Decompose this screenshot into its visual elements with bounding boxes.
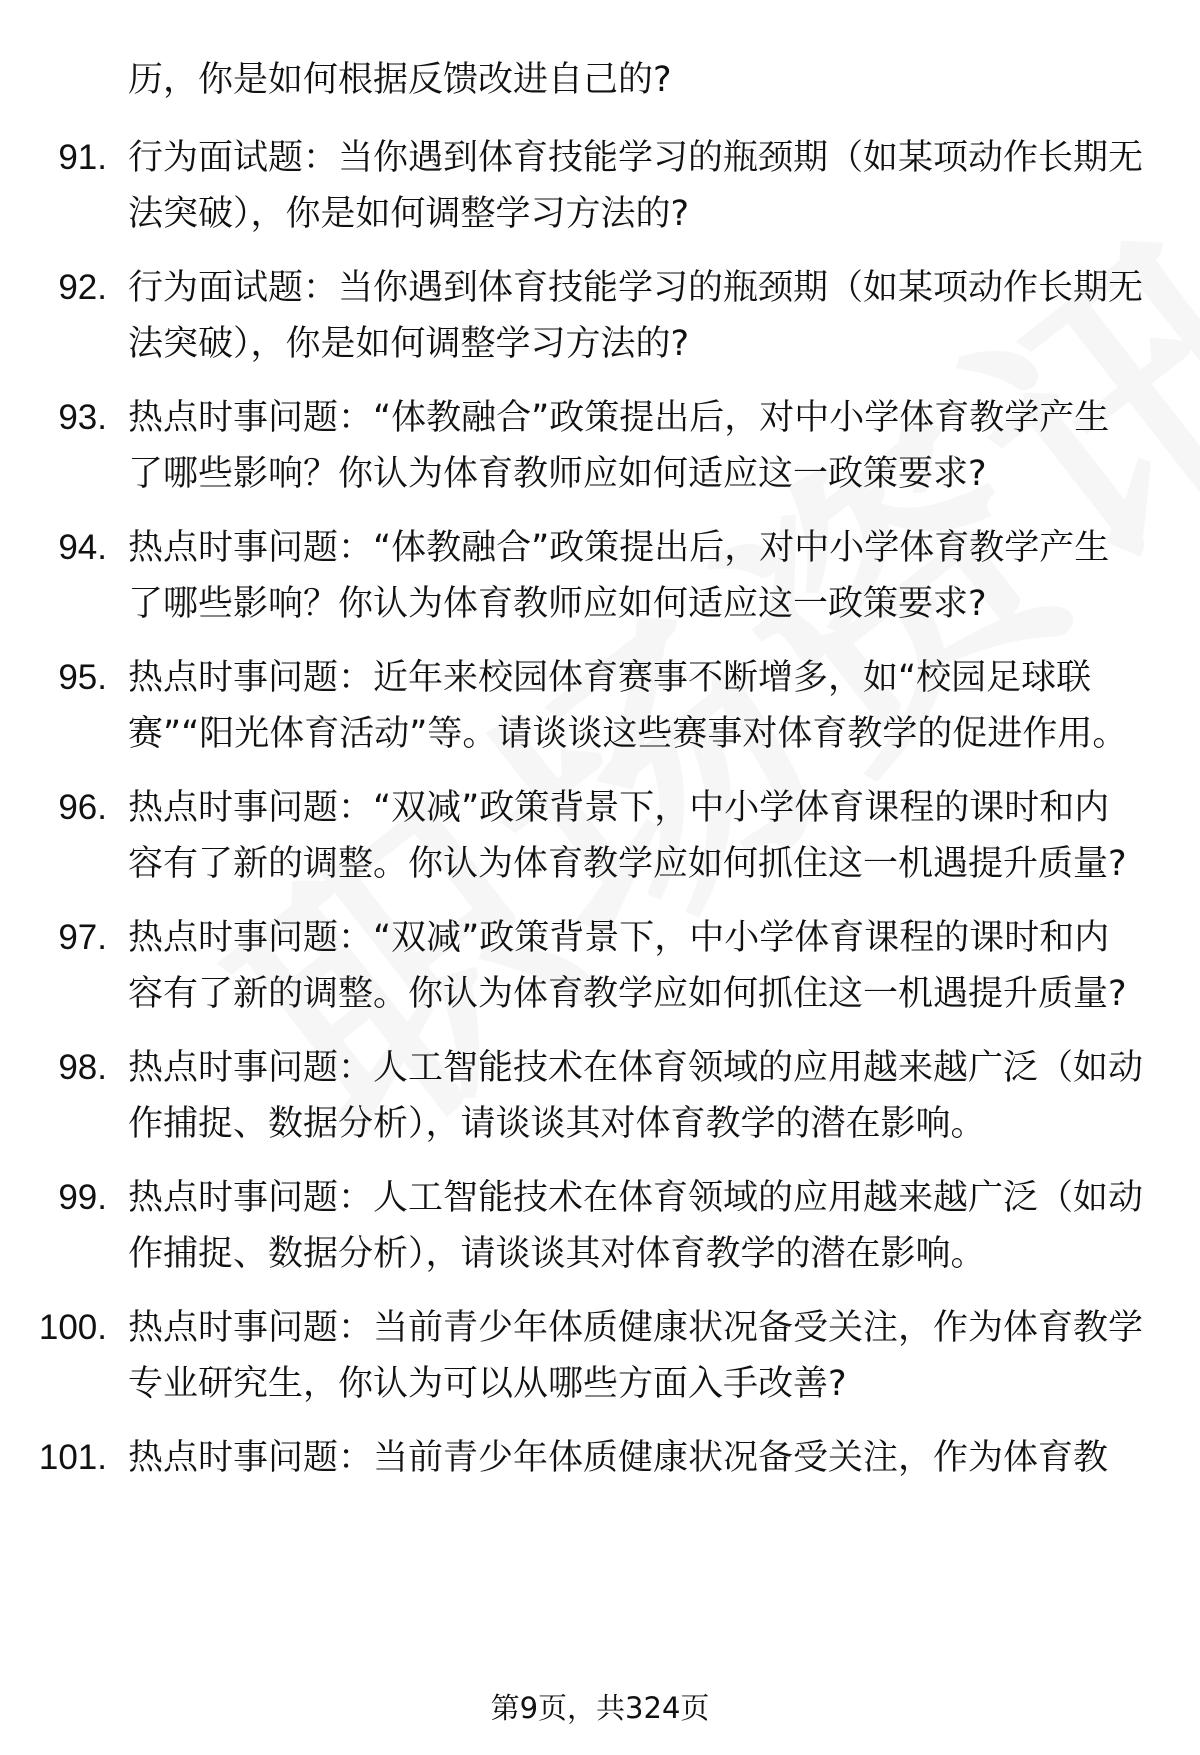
item-text: 行为面试题：当你遇到体育技能学习的瓶颈期（如某项动作长期无法突破），你是如何调整学习方法的? [128,268,1144,364]
list-item [0,650,1143,762]
list-item [0,1300,1143,1412]
item-text: 热点时事问题：“双减”政策背景下，中小学体育课程的课时和内容有了新的调整。你认为体育教学应如何抓住这一机遇提升质量? [128,918,1127,1014]
item-text: 热点时事问题：“双减”政策背景下，中小学体育课程的课时和内容有了新的调整。你认为体育教学应如何抓住这一机遇提升质量? [128,788,1127,884]
item-number: 96. [58,788,107,827]
list-item [0,520,1143,632]
item-text: 热点时事问题：当前青少年体质健康状况备受关注，作为体育教 [128,1438,1109,1478]
item-number: 93. [58,398,107,437]
item-text: 热点时事问题：人工智能技术在体育领域的应用越来越广泛（如动作捕捉、数据分析），请谈谈其对体育教学的潜在影响。 [128,1048,1144,1144]
page-footer: 第9页，共324页 [490,1691,710,1725]
item-text: 热点时事问题：人工智能技术在体育领域的应用越来越广泛（如动作捕捉、数据分析），请谈谈其对体育教学的潜在影响。 [128,1178,1144,1274]
item-text: 热点时事问题：“体教融合”政策提出后，对中小学体育教学产生了哪些影响？你认为体育教师应如何适应这一政策要求? [128,528,1110,624]
list-item [0,52,1143,108]
list-item [0,260,1143,372]
item-number: 92. [58,268,107,307]
list-item [0,390,1143,502]
item-number: 99. [58,1178,107,1217]
list-item [0,1040,1143,1152]
question-list [0,52,1200,1504]
item-number: 91. [58,138,107,177]
item-number: 100. [38,1308,107,1347]
list-item [0,910,1143,1022]
list-item [0,1170,1143,1282]
item-number: 97. [58,918,107,957]
item-text: 行为面试题：当你遇到体育技能学习的瓶颈期（如某项动作长期无法突破），你是如何调整学习方法的? [128,138,1144,234]
item-number: 95. [58,658,107,697]
item-text: 历，你是如何根据反馈改进自己的? [128,60,672,100]
list-item [0,780,1143,892]
list-item [0,1430,1143,1486]
item-text: 热点时事问题：当前青少年体质健康状况备受关注，作为体育教学专业研究生，你认为可以从哪些方面入手改善? [128,1308,1144,1404]
item-number: 98. [58,1048,107,1087]
item-number: 101. [38,1438,107,1477]
item-text: 热点时事问题：近年来校园体育赛事不断增多，如“校园足球联赛”“阳光体育活动”等。请谈谈这些赛事对体育教学的促进作用。 [128,658,1128,754]
list-item [0,130,1143,242]
item-number: 94. [58,528,107,567]
item-text: 热点时事问题：“体教融合”政策提出后，对中小学体育教学产生了哪些影响？你认为体育教师应如何适应这一政策要求? [128,398,1110,494]
